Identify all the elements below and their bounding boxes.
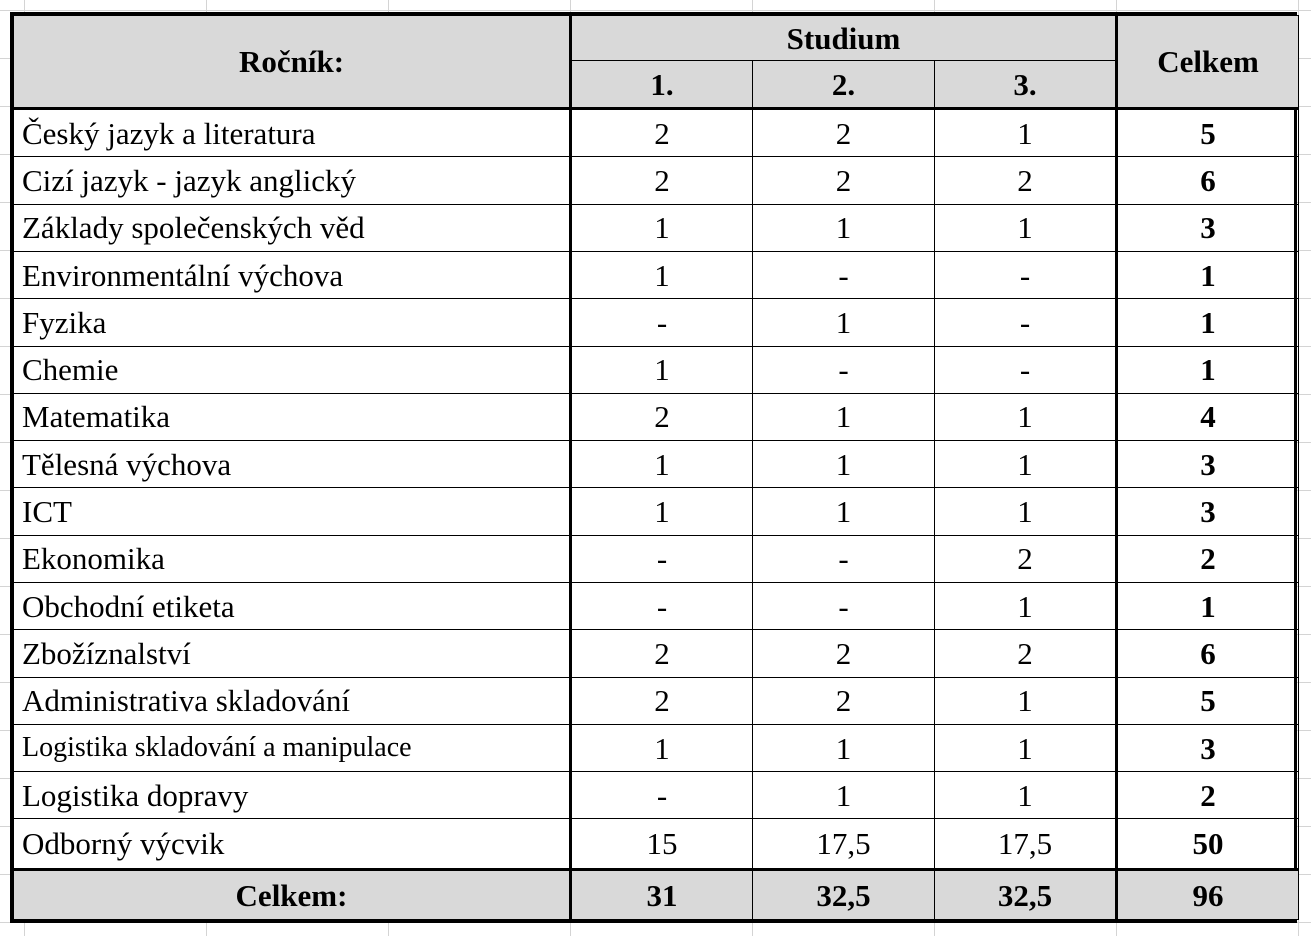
row-total-cell[interactable]: 1 <box>1117 251 1299 298</box>
table-row <box>14 724 1299 771</box>
year-3-header-cell[interactable]: 3. <box>935 61 1117 109</box>
year-1-total-cell[interactable]: 31 <box>571 870 753 920</box>
subject-cell[interactable]: Administrativa skladování <box>14 677 571 724</box>
row-total-cell[interactable]: 3 <box>1117 204 1299 251</box>
table-row <box>14 299 1299 346</box>
subject-cell[interactable]: Environmentální výchova <box>14 251 571 298</box>
totals-label-cell[interactable]: Celkem: <box>14 870 571 920</box>
year-3-cell[interactable]: - <box>935 251 1117 298</box>
year-2-cell[interactable]: - <box>753 535 935 582</box>
curriculum-table-sheet <box>10 12 1297 923</box>
row-total-cell[interactable]: 2 <box>1117 772 1299 819</box>
subject-cell[interactable]: Fyzika <box>14 299 571 346</box>
year-2-cell[interactable]: 17,5 <box>753 819 935 870</box>
table-row <box>14 630 1299 677</box>
table-row <box>14 393 1299 440</box>
year-2-cell[interactable]: - <box>753 346 935 393</box>
table-row <box>14 772 1299 819</box>
row-total-cell[interactable]: 50 <box>1117 819 1299 870</box>
year-1-cell[interactable]: - <box>571 299 753 346</box>
year-1-cell[interactable]: - <box>571 772 753 819</box>
table-row <box>14 441 1299 488</box>
year-3-cell[interactable]: 1 <box>935 488 1117 535</box>
subject-cell[interactable]: Obchodní etiketa <box>14 582 571 629</box>
year-2-cell[interactable]: 1 <box>753 488 935 535</box>
year-1-cell[interactable]: 2 <box>571 630 753 677</box>
year-3-cell[interactable]: 1 <box>935 204 1117 251</box>
row-total-cell[interactable]: 6 <box>1117 157 1299 204</box>
table-row <box>14 251 1299 298</box>
row-total-cell[interactable]: 3 <box>1117 488 1299 535</box>
year-1-cell[interactable]: 2 <box>571 109 753 157</box>
row-total-cell[interactable]: 1 <box>1117 299 1299 346</box>
subject-cell[interactable]: ICT <box>14 488 571 535</box>
subject-cell[interactable]: Základy společenských věd <box>14 204 571 251</box>
year-3-cell[interactable]: 1 <box>935 724 1117 771</box>
grade-header-cell[interactable]: Ročník: <box>14 16 571 109</box>
year-3-cell[interactable]: 1 <box>935 677 1117 724</box>
year-3-cell[interactable]: 2 <box>935 630 1117 677</box>
year-2-cell[interactable]: 2 <box>753 109 935 157</box>
year-2-total-cell[interactable]: 32,5 <box>753 870 935 920</box>
year-3-cell[interactable]: 1 <box>935 582 1117 629</box>
table-row <box>14 109 1299 157</box>
subject-cell[interactable]: Český jazyk a literatura <box>14 109 571 157</box>
year-3-cell[interactable]: - <box>935 346 1117 393</box>
year-1-cell[interactable]: 2 <box>571 157 753 204</box>
study-header-cell[interactable]: Studium <box>571 16 1117 61</box>
row-total-cell[interactable]: 1 <box>1117 346 1299 393</box>
year-2-cell[interactable]: 2 <box>753 157 935 204</box>
year-1-cell[interactable]: 1 <box>571 488 753 535</box>
year-3-cell[interactable]: 17,5 <box>935 819 1117 870</box>
subject-cell[interactable]: Logistika skladování a manipulace <box>14 724 571 771</box>
curriculum-table <box>13 15 1299 920</box>
row-total-cell[interactable]: 1 <box>1117 582 1299 629</box>
subject-cell[interactable]: Tělesná výchova <box>14 441 571 488</box>
year-3-cell[interactable]: 1 <box>935 441 1117 488</box>
row-total-cell[interactable]: 5 <box>1117 677 1299 724</box>
row-total-cell[interactable]: 6 <box>1117 630 1299 677</box>
subject-cell[interactable]: Odborný výcvik <box>14 819 571 870</box>
table-row <box>14 346 1299 393</box>
year-1-cell[interactable]: 1 <box>571 346 753 393</box>
table-row <box>14 582 1299 629</box>
year-3-cell[interactable]: 2 <box>935 157 1117 204</box>
year-2-cell[interactable]: 1 <box>753 299 935 346</box>
subject-cell[interactable]: Zbožíznalství <box>14 630 571 677</box>
total-header-cell[interactable]: Celkem <box>1117 16 1299 109</box>
table-row <box>14 677 1299 724</box>
year-2-cell[interactable]: - <box>753 582 935 629</box>
year-2-cell[interactable]: 2 <box>753 630 935 677</box>
year-1-cell[interactable]: 1 <box>571 204 753 251</box>
year-2-cell[interactable]: 1 <box>753 393 935 440</box>
year-1-cell[interactable]: - <box>571 582 753 629</box>
year-3-cell[interactable]: 2 <box>935 535 1117 582</box>
year-3-cell[interactable]: 1 <box>935 393 1117 440</box>
year-2-cell[interactable]: 1 <box>753 204 935 251</box>
table-row <box>14 535 1299 582</box>
year-2-cell[interactable]: 1 <box>753 441 935 488</box>
year-3-cell[interactable]: - <box>935 299 1117 346</box>
table-row <box>14 488 1299 535</box>
row-total-cell[interactable]: 4 <box>1117 393 1299 440</box>
subject-cell[interactable]: Matematika <box>14 393 571 440</box>
table-row <box>14 204 1299 251</box>
year-1-cell[interactable]: - <box>571 535 753 582</box>
year-1-header-cell[interactable]: 1. <box>571 61 753 109</box>
year-1-cell[interactable]: 1 <box>571 724 753 771</box>
subject-cell[interactable]: Logistika dopravy <box>14 772 571 819</box>
row-total-cell[interactable]: 5 <box>1117 109 1299 157</box>
row-total-cell[interactable]: 3 <box>1117 724 1299 771</box>
year-3-cell[interactable]: 1 <box>935 109 1117 157</box>
year-2-cell[interactable]: 1 <box>753 772 935 819</box>
table-row <box>14 157 1299 204</box>
year-1-cell[interactable]: 2 <box>571 677 753 724</box>
subject-cell[interactable]: Cizí jazyk - jazyk anglický <box>14 157 571 204</box>
year-1-cell[interactable]: 1 <box>571 251 753 298</box>
subject-cell[interactable]: Chemie <box>14 346 571 393</box>
year-1-cell[interactable]: 15 <box>571 819 753 870</box>
year-2-header-cell[interactable]: 2. <box>753 61 935 109</box>
table-row <box>14 819 1299 870</box>
totals-row <box>14 870 1299 920</box>
year-2-cell[interactable]: 1 <box>753 724 935 771</box>
year-3-total-cell[interactable]: 32,5 <box>935 870 1117 920</box>
subject-cell[interactable]: Ekonomika <box>14 535 571 582</box>
row-total-cell[interactable]: 2 <box>1117 535 1299 582</box>
grand-total-cell[interactable]: 96 <box>1117 870 1299 920</box>
row-total-cell[interactable]: 3 <box>1117 441 1299 488</box>
year-3-cell[interactable]: 1 <box>935 772 1117 819</box>
year-1-cell[interactable]: 2 <box>571 393 753 440</box>
year-2-cell[interactable]: - <box>753 251 935 298</box>
year-1-cell[interactable]: 1 <box>571 441 753 488</box>
year-2-cell[interactable]: 2 <box>753 677 935 724</box>
